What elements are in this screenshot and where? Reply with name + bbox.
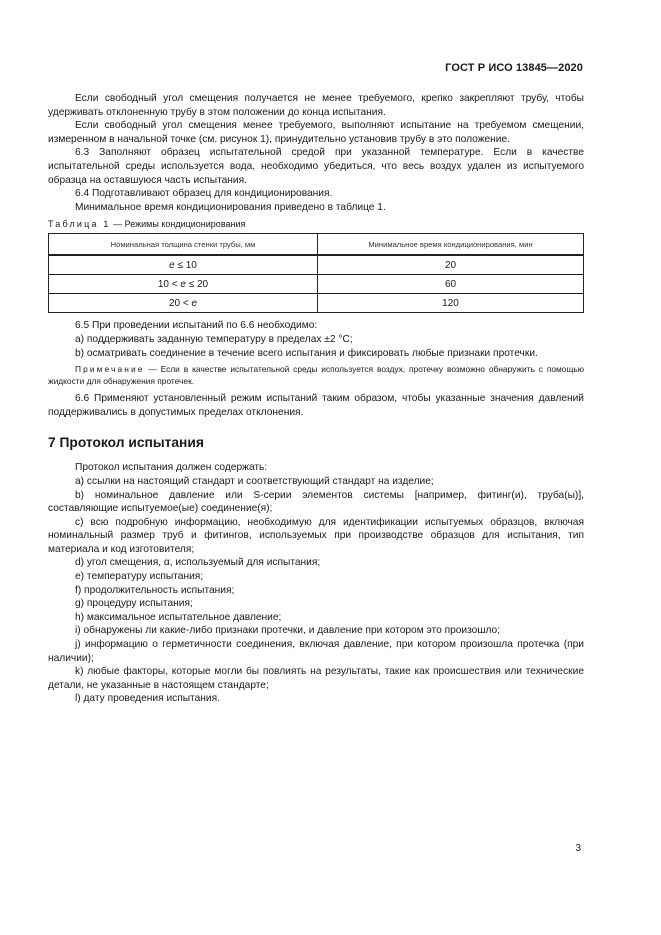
note-label: Примечание	[75, 364, 145, 375]
conditioning-table	[48, 233, 584, 313]
table-row	[49, 255, 584, 275]
paragraph-6-4: 6.4 Подготавливают образец для кондиционирования.	[75, 188, 333, 200]
page-content	[48, 92, 584, 706]
table-caption-text: — Режимы кондиционирования	[110, 219, 246, 230]
list-item: k) любые факторы, которые могли бы повлиять на результаты, такие как происшествия или технические детали, не указанные в настоящем стандарте;	[48, 666, 584, 691]
list-item: g) процедуру испытания;	[75, 598, 193, 610]
table-caption-label: Таблица 1	[48, 219, 111, 230]
paragraph-6-6: 6.6 Применяют установленный режим испытаний таким образом, чтобы указанные значения давлений поддерживались в допустимых пределах отклонения.	[48, 393, 584, 418]
table-cell-time: 120	[318, 294, 584, 313]
paragraph: Минимальное время кондиционирования приведено в таблице 1.	[75, 201, 386, 213]
list-item: h) максимальное испытательное давление;	[75, 611, 282, 623]
thickness-value: 10 < e ≤ 20	[157, 278, 209, 290]
list-item: b) номинальное давление или S-серии элементов системы [например, фитинг(и), труба(ы)], составляющие испытуемое(ые) соединение(я);	[48, 489, 584, 515]
table-cell-thickness	[49, 275, 318, 294]
page-number: 3	[575, 843, 581, 854]
list-item: e) температуру испытания;	[75, 571, 204, 583]
list-item: a) поддерживать заданную температуру в пределах ±2 °С;	[75, 333, 353, 345]
list-item: b) осматривать соединение в течение всего испытания и фиксировать любые признаки протечки.	[75, 347, 538, 359]
list-item: a) ссылки на настоящий стандарт и соответствующий стандарт на изделие;	[75, 475, 434, 487]
section-intro: Протокол испытания должен содержать:	[75, 462, 268, 474]
thickness-value: 20 < e	[168, 297, 198, 309]
list-item: l) дату проведения испытания.	[75, 693, 220, 705]
list-item: j) информацию о герметичности соединения, включая давление, при котором произошла протечка (при наличии);	[48, 639, 584, 664]
note	[48, 363, 584, 387]
section-heading: 7 Протокол испытания	[48, 435, 204, 451]
note-text: — Если в качестве испытательной среды используется воздух, протечку возможно обнаружить с помощью жидкости для обнаружения протечек.	[48, 364, 584, 387]
paragraph: Если свободный угол смещения получается не менее требуемого, крепко закрепляют трубу, чтобы удерживать отклоненную трубу в этом положении до конца испытания.	[48, 93, 584, 118]
list-item: d) угол смещения, α, используемый для испытания;	[75, 557, 321, 569]
thickness-value: e ≤ 10	[169, 259, 197, 271]
table-caption	[48, 218, 584, 230]
table-cell-time: 20	[318, 255, 584, 275]
paragraph-6-5: 6.5 При проведении испытаний по 6.6 необходимо:	[75, 320, 318, 332]
paragraph: Если свободный угол смещения менее требуемого, выполняют испытание на требуемом смещении, измеренном в начальной точке (см. рисунок 1), принудительно установив трубу в это положение.	[48, 120, 584, 145]
list-item: c) всю подробную информацию, необходимую для идентификации испытуемых образцов, включая номинальный размер труб и фитингов, используемых при производстве образцов для испытания, тип материала и код изготовителя;	[48, 516, 584, 555]
paragraph-6-3: 6.3 Заполняют образец испытательной средой при указанной температуре. Если в качестве испытательной среды используется вода, необходимо убедиться, что весь воздух удален из испытуемого образца на оставшуюся часть испытания.	[48, 147, 584, 186]
table-cell-time: 60	[318, 275, 584, 294]
table-cell-thickness	[49, 255, 318, 275]
table-cell-thickness	[49, 294, 318, 313]
document-code: ГОСТ Р ИСО 13845—2020	[445, 62, 583, 74]
table-header-cell: Номинальная толщина стенки трубы, мм	[49, 234, 318, 256]
table-row	[49, 275, 584, 294]
table-header-cell: Минимальное время кондиционирования, мин	[318, 234, 584, 256]
table-row	[49, 294, 584, 313]
list-item: i) обнаружены ли какие-либо признаки протечки, и давление при котором это произошло;	[75, 625, 501, 637]
list-item: f) продолжительность испытания;	[75, 584, 235, 596]
